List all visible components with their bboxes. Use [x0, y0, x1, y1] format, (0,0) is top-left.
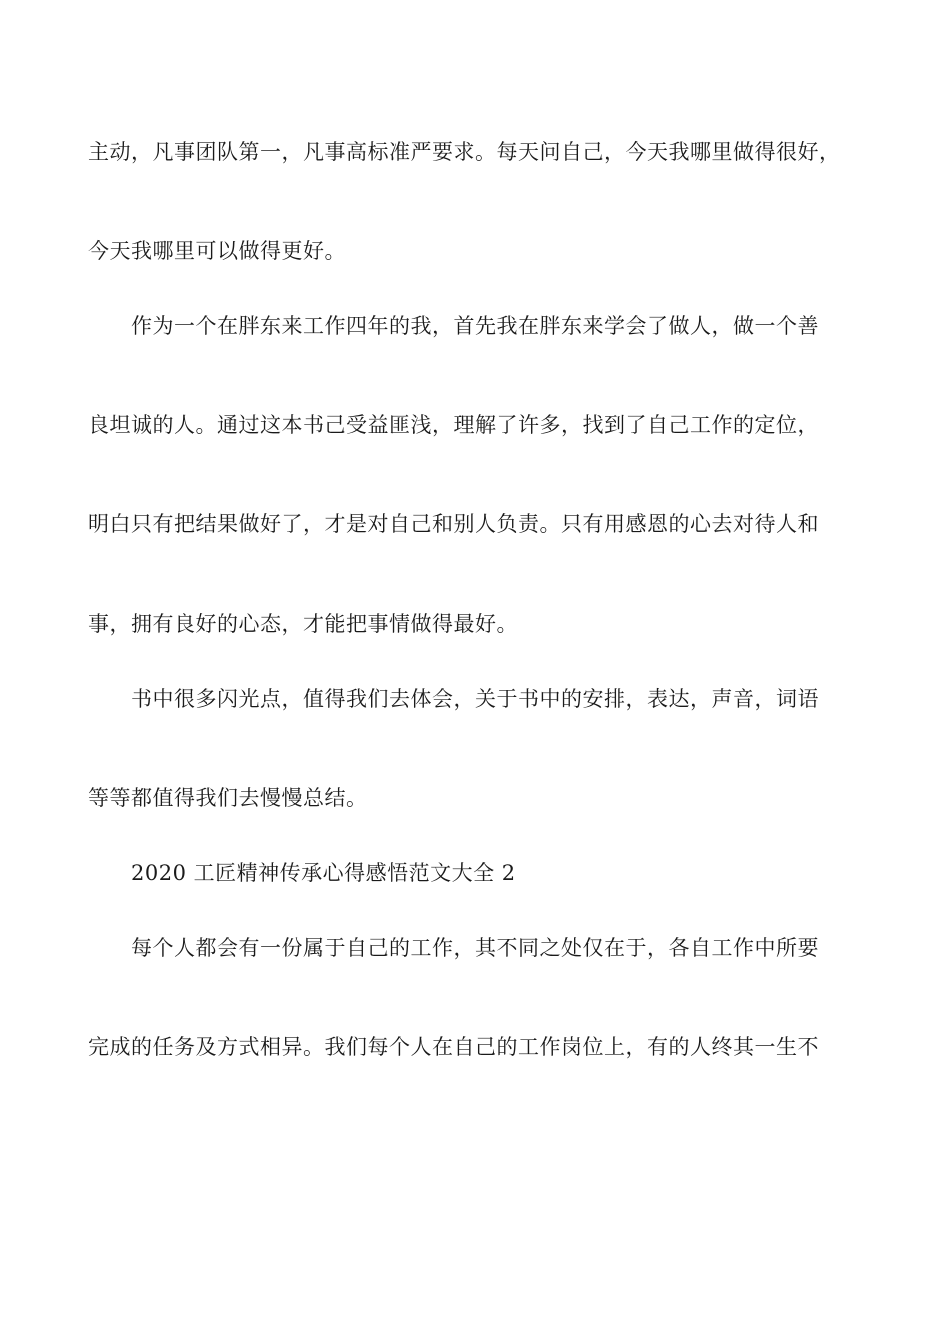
- paragraph-line: 良坦诚的人。通过这本书己受益匪浅，理解了许多，找到了自己工作的定位，: [88, 413, 819, 437]
- section-heading: 2020 工匠精神传承心得感悟范文大全 2: [131, 861, 516, 885]
- paragraph-line: 完成的任务及方式相异。我们每个人在自己的工作岗位上，有的人终其一生不: [88, 1035, 819, 1059]
- paragraph-line: 明白只有把结果做好了，才是对自己和别人负责。只有用感恩的心去对待人和: [88, 512, 819, 536]
- paragraph-line: 每个人都会有一份属于自己的工作，其不同之处仅在于，各自工作中所要: [131, 936, 819, 960]
- paragraph-line: 作为一个在胖东来工作四年的我，首先我在胖东来学会了做人，做一个善: [131, 314, 819, 338]
- paragraph-line: 等等都值得我们去慢慢总结。: [88, 786, 368, 810]
- paragraph-line: 事，拥有良好的心态，才能把事情做得最好。: [88, 612, 518, 636]
- paragraph-line: 书中很多闪光点，值得我们去体会，关于书中的安排，表达，声音，词语: [131, 687, 819, 711]
- paragraph-line: 今天我哪里可以做得更好。: [88, 239, 346, 263]
- paragraph-line: 主动，凡事团队第一，凡事高标准严要求。每天问自己，今天我哪里做得很好，: [88, 140, 841, 164]
